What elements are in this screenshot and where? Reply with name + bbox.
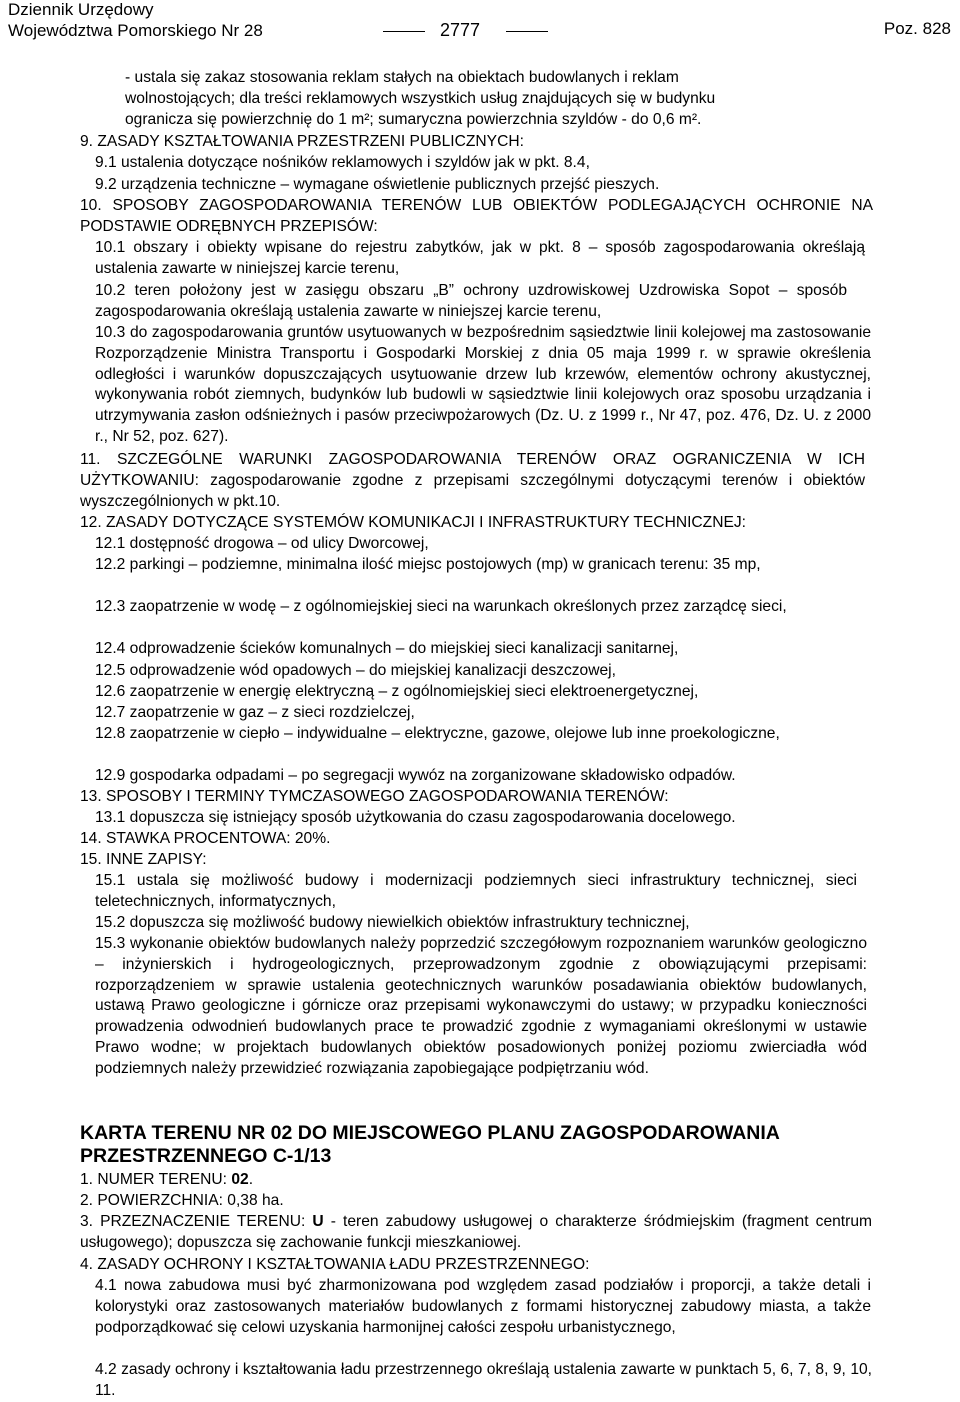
list-item-12-9: 12.9 gospodarka odpadami – po segregacji wywóz na zorganizowane składowisko odpadów. <box>95 767 736 784</box>
karta-item-3 <box>80 1212 872 1254</box>
section-heading-14: 14. STAWKA PROCENTOWA: 20%. <box>80 830 331 847</box>
section-heading-9: 9. ZASADY KSZTAŁTOWANIA PRZESTRZENI PUBLICZNYCH: <box>80 133 524 150</box>
list-item-12-1: 12.1 dostępność drogowa – od ulicy Dworcowej, <box>95 535 429 552</box>
position-number: Poz. 828 <box>883 19 951 38</box>
list-item-12-5: 12.5 odprowadzenie wód opadowych – do miejskiej kanalizacji deszczowej, <box>95 662 616 679</box>
journal-title-line1: Dziennik Urzędowy <box>8 0 154 19</box>
page-number: 2777 <box>440 20 481 40</box>
section-heading-11: 11. SZCZEGÓLNE WARUNKI ZAGOSPODAROWANIA TERENÓW ORAZ OGRANICZENIA W ICH UŻYTKOWANIU: zagospodarowanie zgodne z przepisami szczególnymi dotyczącymi terenów i obiektów wyszczególnionych w pkt.10. <box>80 451 865 510</box>
section-heading-12: 12. ZASADY DOTYCZĄCE SYSTEMÓW KOMUNIKACJI I INFRASTRUKTURY TECHNICZNEJ: <box>80 514 747 531</box>
page-number-rule-right <box>506 31 548 32</box>
journal-title-line2: Województwa Pomorskiego Nr 28 <box>8 21 263 40</box>
list-item-12-3: 12.3 zaopatrzenie w wodę – z ogólnomiejskiej sieci na warunkach określonych przez zarządcę sieci, <box>95 598 787 615</box>
list-item-10-2: 10.2 teren położony jest w zasięgu obszaru „B” ochrony uzdrowiskowej Uzdrowiska Sopot – sposób zagospodarowania określają ustalenia zawarte w niniejszej karcie terenu, <box>95 282 847 320</box>
list-item-15-3: 15.3 wykonanie obiektów budowlanych należy poprzedzić szczegółowym rozpoznaniem warunków geologiczno – inżynierskich i hydrogeologicznych, przeprowadzonym zgodnie z obowiązującymi przepisami: rozporządzeniem w sprawie ustalenia geotechnicznych warunków posadawiania obiektów budowlanych, ustawą Prawo geologiczne i górnicze oraz przepisami wykonawczymi do ustawy; w przypadku konieczności prowadzenia odwodnień budowlanych prace te prowadzić zgodnie z wymaganiami określonymi w ustawie Prawo wodne; w projektach budowlanych obiektów posadowionych poniżej poziomu zwierciadła wód podziemnych należy przewidzieć rozwiązania zapobiegające podpiętrzaniu wód. <box>95 935 867 1077</box>
page-number-rule-left <box>383 31 425 32</box>
list-item-9-2: 9.2 urządzenia techniczne – wymagane oświetlenie publicznych przejść pieszych. <box>95 176 660 193</box>
list-item-10-1: 10.1 obszary i obiekty wpisane do rejestru zabytków, jak w pkt. 8 – sposób zagospodarowania określają ustalenia zawarte w niniejszej karcie terenu, <box>95 239 865 277</box>
paragraph-line: ogranicza się powierzchnię do 1 m²; sumaryczna powierzchnia szyldów - do 0,6 m². <box>125 111 702 128</box>
list-item-12-4: 12.4 odprowadzenie ścieków komunalnych – do miejskiej sieci kanalizacji sanitarnej, <box>95 640 679 657</box>
list-item-15-2: 15.2 dopuszcza się możliwość budowy niewielkich obiektów infrastruktury technicznej, <box>95 914 690 931</box>
paragraph-line: wolnostojących; dla treści reklamowych wszystkich usług znajdujących się w budynku <box>125 90 716 107</box>
section-heading-13: 13. SPOSOBY I TERMINY TYMCZASOWEGO ZAGOSPODAROWANIA TERENÓW: <box>80 788 669 805</box>
karta-title-line1: KARTA TERENU NR 02 DO MIEJSCOWEGO PLANU ZAGOSPODAROWANIA <box>80 1122 780 1144</box>
list-item-15-1: 15.1 ustala się możliwość budowy i modernizacji podziemnych sieci infrastruktury technicznej, sieci teletechnicznych, informatycznych, <box>95 872 857 910</box>
karta-item-3-text: - teren zabudowy usługowej o charakterze śródmiejskim (fragment centrum usługowego); dopuszcza się zachowanie funkcji mieszkaniowej. <box>80 1213 872 1251</box>
karta-item-4-1: 4.1 nowa zabudowa musi być zharmonizowana pod względem zasad podziałów i proporcji, a także detali i kolorystyki oraz zastosowanych materiałów budowlanych z formami historycznej zabudowy miasta, a także podporządkować się celowi uzyskania harmonijnej całości zespołu urbanistycznego, <box>95 1277 871 1336</box>
list-item-9-1: 9.1 ustalenia dotyczące nośników reklamowych i szyldów jak w pkt. 8.4, <box>95 154 590 171</box>
karta-item-2: 2. POWIERZCHNIA: 0,38 ha. <box>80 1192 284 1209</box>
karta-title-line2: PRZESTRZENNEGO C-1/13 <box>80 1145 332 1167</box>
karta-item-4-2: 4.2 zasady ochrony i kształtowania ładu przestrzennego określają ustalenia zawarte w punktach 5, 6, 7, 8, 9, 10, 11. <box>95 1361 872 1399</box>
list-item-13-1: 13.1 dopuszcza się istniejący sposób użytkowania do czasu zagospodarowania docelowego. <box>95 809 736 826</box>
list-item-10-3: 10.3 do zagospodarowania gruntów usytuowanych w bezpośrednim sąsiedztwie linii kolejowej ma zastosowanie Rozporządzenie Ministra Transportu i Gospodarki Morskiej z dnia 05 maja 1999 r. w sprawie określenia odległości i warunków dopuszczających usytuowanie drzew lub krzewów, elementów ochrony akustycznej, wykonywania robót ziemnych, budynków lub budowli w sąsiedztwie linii kolejowych oraz sposobu urządzania i utrzymywania zasłon odśnieżnych i pasów przeciwpożarowych (Dz. U. z 1999 r., Nr 47, poz. 476, Dz. U. z 2000 r., Nr 52, poz. 627). <box>95 324 871 445</box>
karta-item-1-label: 1. NUMER TERENU: <box>80 1171 232 1188</box>
karta-item-3-symbol: U <box>312 1213 324 1230</box>
karta-item-1-value: 02 <box>231 1171 249 1188</box>
section-heading-15: 15. INNE ZAPISY: <box>80 851 207 868</box>
karta-item-1-end: . <box>248 1171 254 1188</box>
karta-item-4: 4. ZASADY OCHRONY I KSZTAŁTOWANIA ŁADU PRZESTRZENNEGO: <box>80 1256 590 1273</box>
paragraph-line: - ustala się zakaz stosowania reklam stałych na obiektach budowlanych i reklam <box>125 69 679 86</box>
list-item-12-7: 12.7 zaopatrzenie w gaz – z sieci rozdzielczej, <box>95 704 415 721</box>
list-item-12-6: 12.6 zaopatrzenie w energię elektryczną – z ogólnomiejskiej sieci elektroenergetycznej, <box>95 683 699 700</box>
karta-item-3-label: 3. PRZEZNACZENIE TERENU: <box>80 1213 313 1230</box>
list-item-12-2: 12.2 parkingi – podziemne, minimalna ilość miejsc postojowych (mp) w granicach terenu: 35 mp, <box>95 556 761 573</box>
list-item-12-8: 12.8 zaopatrzenie w ciepło – indywidualne – elektryczne, gazowe, olejowe lub inne proekologiczne, <box>95 725 780 742</box>
section-heading-10: 10. SPOSOBY ZAGOSPODAROWANIA TERENÓW LUB OBIEKTÓW PODLEGAJĄCYCH OCHRONIE NA PODSTAWIE ODRĘBNYCH PRZEPISÓW: <box>80 197 873 235</box>
karta-item-1 <box>80 1170 253 1191</box>
